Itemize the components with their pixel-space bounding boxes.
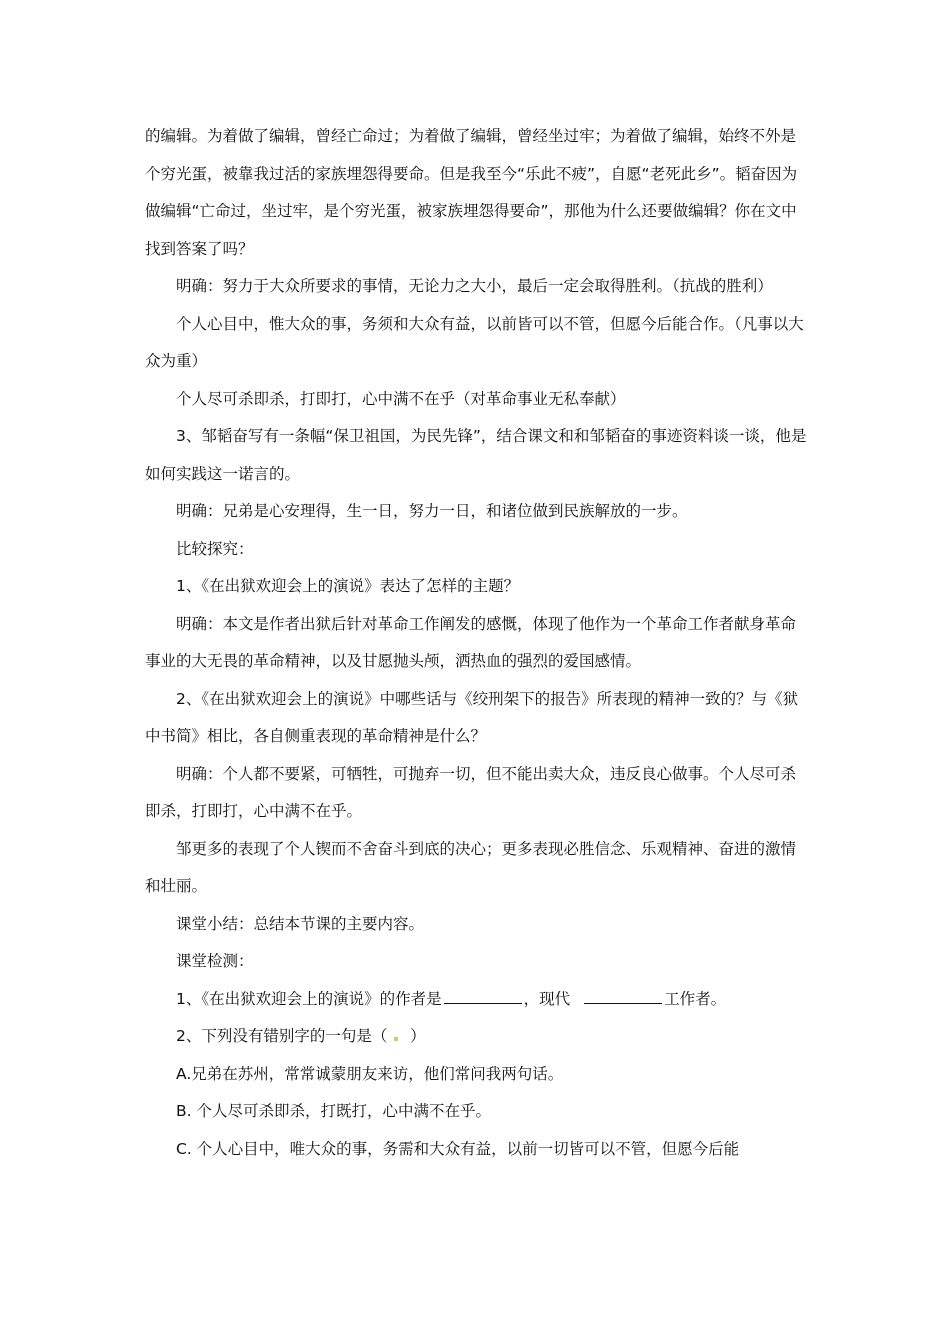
paragraph-2: 明确：努力于大众所要求的事情，无论力之大小，最后一定会取得胜利。（抗战的胜利） (176, 277, 773, 295)
quiz-option-c: C. 个人心目中，唯大众的事，务需和大众有益，以前一切皆可以不管，但愿今后能 (176, 1139, 740, 1158)
paragraph-4: 个人尽可杀即杀，打即打，心中满不在乎（对革命事业无私奉献） (176, 389, 626, 408)
quiz-option-a: A.兄弟在苏州，常常诚蒙朋友来访，他们常问我两句话。 (176, 1064, 564, 1083)
paragraph-9: 明确：本文是作者出狱后针对革命工作阐发的感慨，体现了他作为一个革命工作者献身革命事业的大无畏的革命精神，以及甘愿抛头颅，洒热血的强烈的爱国感情。 (145, 614, 797, 670)
quiz-q2-suffix: ） (410, 1027, 426, 1045)
quiz-q2-prefix: 2、下列没有错别字的一句是（ (176, 1027, 388, 1045)
paragraph-1: 的编辑。为着做了编辑，曾经亡命过；为着做了编辑，曾经坐过牢；为着做了编辑，始终不外是个穷光蛋，被靠我过活的家族埋怨得要命。但是我至今“乐此不疲”，自愿“老死此乡”。韬奋因为做编辑“亡命过，坐过牢，是个穷光蛋，被家族埋怨得要命”，那他为什么还要做编辑？你在文中找到答案了吗？ (145, 127, 798, 258)
paragraph-5: 3、邹韬奋写有一条幅“保卫祖国，为民先锋”，结合课文和和邹韬奋的事迹资料谈一谈，他是如何实践这一诺言的。 (145, 427, 807, 483)
paragraph-6: 明确：兄弟是心安理得，生一日，努力一日，和诸位做到民族解放的一步。 (176, 502, 688, 520)
quiz-question-2 (145, 1018, 811, 1056)
paragraph-3: 个人心目中，惟大众的事，务须和大众有益，以前皆可以不管，但愿今后能合作。（凡事以大众为重） (145, 314, 804, 370)
answer-blank-author[interactable] (444, 989, 522, 1004)
paragraph-14: 课堂检测： (176, 952, 254, 970)
answer-blank-profession[interactable] (584, 989, 662, 1004)
paragraph-7: 比较探究： (176, 539, 254, 558)
document-body (145, 118, 811, 1168)
paragraph-13: 课堂小结：总结本节课的主要内容。 (176, 914, 425, 933)
quiz-q1-prefix: 1、《在出狱欢迎会上的演说》的作者是 (176, 989, 442, 1008)
quiz-q1-mid: ，现代 (523, 989, 571, 1008)
paragraph-8: 1、《在出狱欢迎会上的演说》表达了怎样的主题？ (176, 577, 520, 595)
paragraph-11: 明确：个人都不要紧，可牺牲，可抛弃一切，但不能出卖大众，违反良心做事。个人尽可杀即杀，打即打，心中满不在乎。 (145, 764, 797, 820)
quiz-option-b: B. 个人尽可杀即杀，打既打，心中满不在乎。 (176, 1102, 491, 1120)
answer-mark (394, 1037, 398, 1041)
quiz-question-1 (145, 981, 811, 1019)
paragraph-10: 2、《在出狱欢迎会上的演说》中哪些话与《绞刑架下的报告》所表现的精神一致的？与《狱中书简》相比，各自侧重表现的革命精神是什么？ (145, 689, 799, 745)
paragraph-12: 邹更多的表现了个人锲而不舍奋斗到底的决心；更多表现必胜信念、乐观精神、奋进的激情和壮丽。 (145, 839, 797, 895)
quiz-q1-suffix: 工作者。 (664, 989, 727, 1008)
